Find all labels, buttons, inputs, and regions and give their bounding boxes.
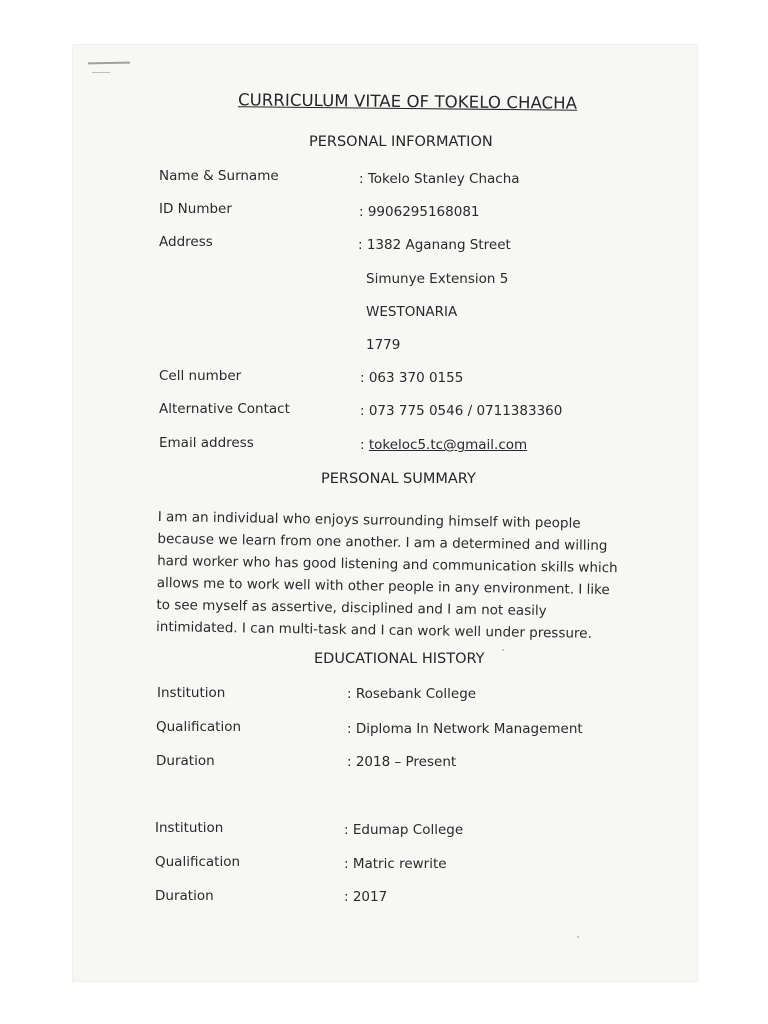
email-row bbox=[360, 437, 527, 453]
address-label: Address bbox=[159, 234, 213, 250]
personal-summary-paragraph: I am an individual who enjoys surrounding himself with people because we learn from one another. I am a determined and willing hard worker who has good listening and communication skills which allows me to work well with other people in any environment. I like to see myself as assertive, disciplined and I am not easily intimidated. I can multi-task and I can work well under pressure. bbox=[155, 508, 618, 642]
qualification-label: Qualification bbox=[155, 854, 241, 870]
qualification-label: Qualification bbox=[156, 719, 242, 735]
section-heading-educational-history: EDUCATIONAL HISTORY bbox=[314, 651, 485, 667]
duration-value: : 2018 – Present bbox=[347, 754, 457, 770]
alternative-contact-value: : 073 775 0546 / 0711383360 bbox=[360, 403, 563, 419]
id-value: : 9906295168081 bbox=[359, 204, 480, 220]
section-heading-personal-information: PERSONAL INFORMATION bbox=[309, 134, 493, 150]
qualification-value: : Matric rewrite bbox=[344, 856, 447, 872]
cell-value: : 063 370 0155 bbox=[360, 370, 464, 386]
address-line-3: WESTONARIA bbox=[366, 304, 458, 320]
section-heading-personal-summary: PERSONAL SUMMARY bbox=[321, 471, 476, 487]
institution-label: Institution bbox=[155, 820, 224, 836]
scan-speck bbox=[502, 649, 504, 651]
id-label: ID Number bbox=[159, 201, 232, 217]
address-line-4: 1779 bbox=[366, 337, 401, 353]
scan-speck bbox=[577, 936, 579, 938]
email-label: Email address bbox=[159, 435, 254, 451]
alternative-contact-label: Alternative Contact bbox=[159, 401, 290, 417]
pen-mark bbox=[92, 72, 110, 73]
cv-title: CURRICULUM VITAE OF TOKELO CHACHA bbox=[237, 90, 578, 113]
institution-label: Institution bbox=[157, 685, 226, 701]
name-value: : Tokelo Stanley Chacha bbox=[359, 171, 520, 187]
duration-label: Duration bbox=[156, 753, 215, 769]
email-link[interactable]: tokeloc5.tc@gmail.com bbox=[368, 437, 528, 453]
institution-value: : Rosebank College bbox=[347, 686, 477, 702]
cell-label: Cell number bbox=[159, 368, 242, 384]
address-line-2: Simunye Extension 5 bbox=[366, 271, 509, 287]
institution-value: : Edumap College bbox=[344, 822, 464, 838]
duration-value: : 2017 bbox=[344, 889, 388, 905]
email-prefix: : bbox=[360, 437, 369, 453]
name-label: Name & Surname bbox=[159, 168, 279, 184]
address-line-1: : 1382 Aganang Street bbox=[358, 237, 511, 253]
duration-label: Duration bbox=[155, 888, 214, 904]
qualification-value: : Diploma In Network Management bbox=[347, 721, 583, 737]
